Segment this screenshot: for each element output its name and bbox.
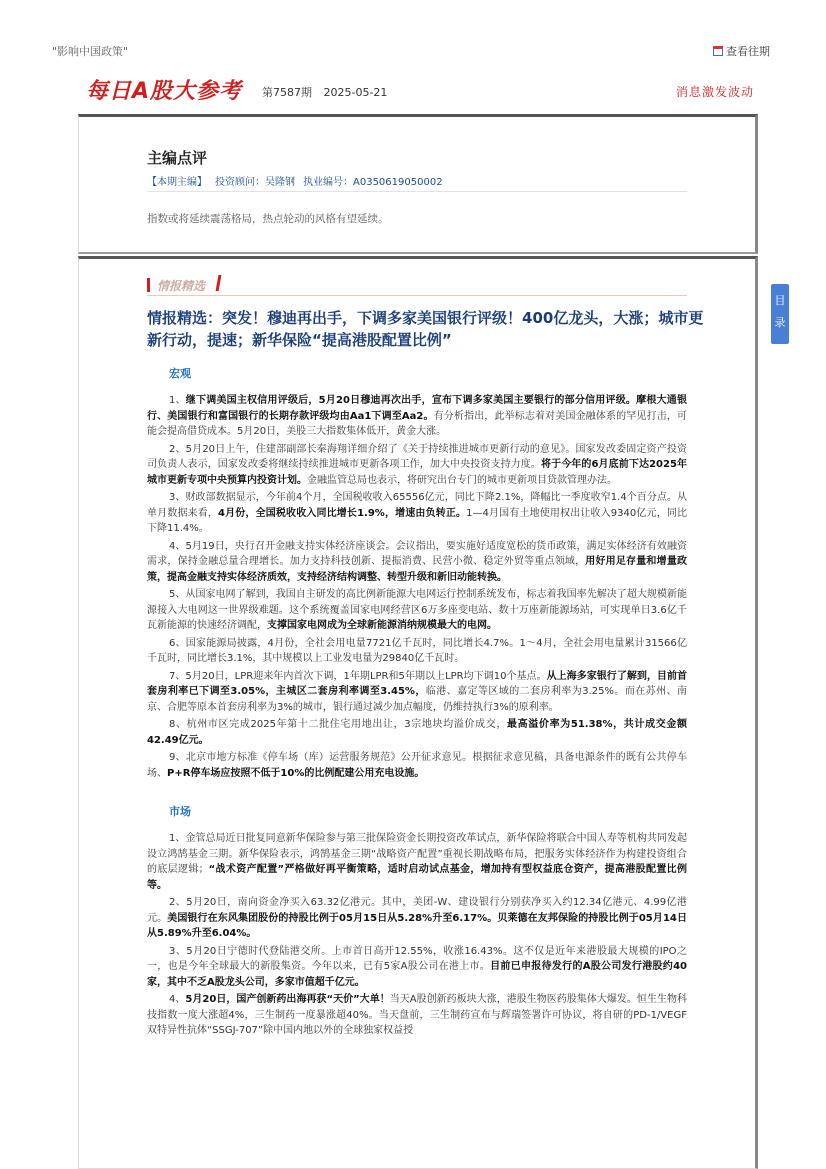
slogan: "影响中国政策" xyxy=(52,45,129,58)
bold-text: 支撑国家电网成为全球新能源消纳规模最大的电网。 xyxy=(267,620,497,631)
bold-text: 用好用足存量和增量政策，提高金融支持实体经济质效，支持经济结构调整、转型升级和新旧动能转换。 xyxy=(147,556,688,583)
section-tag xyxy=(147,275,297,295)
article-body xyxy=(147,365,687,1041)
paragraph xyxy=(147,669,687,716)
text: 3、财政部数据显示，今年前4个月，全国税收收入65556亿元，同比下降2.1%，降幅比一季度收窄1.4个百分点。从单月数据来看， xyxy=(147,492,687,519)
section-tag-slash xyxy=(216,275,222,291)
text: 5、从国家电网了解到，我国自主研发的高比例新能源大电网运行控制系统发布，标志着我国率先解决了超大规模新能源接入大电网这一世界级难题。这个系统覆盖国家电网经营区6万多座变电站、数十万座新能源场站，可实现单日3.6亿千瓦新能源的快速经济调配， xyxy=(147,589,687,631)
paragraph xyxy=(147,442,687,489)
paragraph xyxy=(147,587,687,634)
bold-text: 目前已申报待发行的A股公司发行港股约40家，其中不乏A股龙头公司，多家市值超千亿元。 xyxy=(147,961,688,988)
divider xyxy=(147,191,687,192)
issue-info xyxy=(262,84,395,100)
text: 7、5月20日，LPR迎来年内首次下调，1年期LPR和5年期以上LPR均下调10个基点。 xyxy=(169,670,547,682)
editor-tag: 【本期主编】 xyxy=(147,177,207,188)
text: 1、金管总局近日批复同意新华保险参与第三批保险资金长期投资改革试点，新华保险将联合中国人寿等机构共同发起设立鸿鹄基金三期。新华保险表示，鸿鹄基金三期“战略资产配置”重视长期战略布局，把服务实体经济作为构建投资组合的底层逻辑； xyxy=(147,833,687,875)
license-number: 执业编号：A0350619050002 xyxy=(303,177,443,188)
bold-text: 5月20日，国产创新药出海再获“天价”大单！ xyxy=(185,994,390,1005)
section-tag-line xyxy=(147,295,687,296)
bold-text: 从上海多家银行了解到，目前首套房利率已下调至3.05%，主城区二套房利率调至3.45%， xyxy=(147,670,687,697)
editor-summary: 指数或将延续震荡格局，热点轮动的风格有望延续。 xyxy=(147,213,389,225)
calendar-icon xyxy=(713,46,723,56)
archive-label: 查看往期 xyxy=(726,45,770,58)
text: 3、5月20日宁德时代登陆港交所。上市首日高开12.55%，收涨16.43%。这不仅是近年来港股最大规模的IPO之一，也是今年全球最大的新股集资。今年以来，已有5家A股公司在港上市。 xyxy=(147,945,687,972)
paragraph xyxy=(147,944,687,991)
paragraph xyxy=(147,895,687,942)
toc-label: 目录 xyxy=(774,294,786,329)
editor-comment-card xyxy=(78,114,758,254)
bold-text: 4月份，全国税收收入同比增长1.9%，增速由负转正。 xyxy=(218,507,467,519)
macro-list xyxy=(147,393,687,781)
text: 4、5月19日，央行召开金融支持实体经济座谈会。会议指出，要实施好适度宽松的货币政策，满足实体经济有效融资需求，保持金融总量合理增长。加力支持科技创新、提振消费、民营小微、稳定外贸等重点领域， xyxy=(147,540,687,567)
article-headline: 情报精选：突发！穆迪再出手，下调多家美国银行评级！400亿龙头，大涨；城市更新行动，提速；新华保险“提高港股配置比例” xyxy=(147,309,704,349)
text: 当天A股创新药板块大涨，港股生物医药股集体大爆发。恒生生物科技指数一度大涨超4%，三生制药一度暴涨超40%。当天盘前，三生制药宣布与辉瑞签署许可协议，将自研的PD-1/VEGF双特异性抗体“SSGJ-707”除中国内地以外的全球独家权益授 xyxy=(147,994,687,1036)
text: 1—4月国有土地使用权出让收入9340亿元，同比下降11.4%。 xyxy=(147,507,687,534)
bold-text: P+R停车场应按照不低于10%的比例配建公用充电设施。 xyxy=(167,767,425,779)
text: 8、杭州市区完成2025年第十二批住宅用地出让，3宗地块均溢价成交， xyxy=(169,719,508,730)
paragraph xyxy=(147,636,687,667)
bold-text: 将于今年的6月底前下达2025年城市更新专项中央预算内投资计划。 xyxy=(147,459,687,486)
text: 4、 xyxy=(169,994,186,1005)
bold-text: 最高溢价率为51.38%，共计成交金额42.49亿元。 xyxy=(147,719,687,746)
bold-text: “战术资产配置”严格做好再平衡策略，适时启动试点基金，增加持有型权益底仓资产，提高港股配置比例等。 xyxy=(147,864,687,891)
macro-subheading: 宏观 xyxy=(169,367,191,380)
text: 6、国家能源局披露，4月份，全社会用电量7721亿千瓦时，同比增长4.7%。1～4月，全社会用电量累计31566亿千瓦时，同比增长3.1%，其中规模以上工业发电量为29840亿千瓦时。 xyxy=(147,637,687,664)
logo: 每日A股大参考 xyxy=(86,79,243,104)
editor-comment-title: 主编点评 xyxy=(147,149,208,167)
paragraph xyxy=(147,831,687,893)
market-subheading: 市场 xyxy=(169,805,191,818)
text: 1、 xyxy=(169,395,186,406)
editor-meta xyxy=(147,173,451,188)
text: 临港、嘉定等区域的二套房利率为3.25%。而在苏州、南京、合肥等原本首套房利率为3%的城市，银行通过减少加点幅度，仍维持执行3%的原利率。 xyxy=(147,686,687,713)
paragraph xyxy=(147,490,687,537)
text: 2、5月20日，南向资金净买入63.32亿港元。其中，美团-W、建设银行分别获净买入约12.34亿港元、4.99亿港元。 xyxy=(147,897,687,924)
paragraph xyxy=(147,750,687,781)
market-list xyxy=(147,831,687,1039)
text: 有分析指出，此举标志着对美国金融体系的罕见打击，可能会提高借贷成本。5月20日，美股三大指数集体低开，黄金大涨。 xyxy=(147,410,688,437)
bold-text: 继下调美国主权信用评级后，5月20日穆迪再次出手，宣布下调多家美国主要银行的部分信用评级。摩根大通银行、美国银行和富国银行的长期存款评级均由Aa1下调至Aa2。 xyxy=(147,395,687,422)
paragraph xyxy=(147,393,687,440)
advisor: 投资顾问：吴隆钢 xyxy=(215,177,295,188)
text: 9、北京市地方标准《停车场（库）运营服务规范》公开征求意见。根据征求意见稿，具备电源条件的既有公共停车场、 xyxy=(147,752,687,779)
intel-card xyxy=(78,256,758,1169)
section-tag-label: 情报精选 xyxy=(157,279,206,293)
view-archive-link[interactable] xyxy=(713,43,770,59)
tagline: 消息激发波动 xyxy=(675,85,754,99)
bold-text: 美国银行在东风集团股份的持股比例于05月15日从5.28%升至6.17%。贝莱德在友邦保险的持股比例于05月14日从5.89%升至6.04%。 xyxy=(147,912,687,939)
masthead xyxy=(78,72,758,114)
issue-date: 2025-05-21 xyxy=(323,86,388,99)
top-bar xyxy=(0,0,826,70)
paragraph xyxy=(147,539,687,586)
paragraph xyxy=(147,717,687,748)
toc-button[interactable] xyxy=(771,284,789,344)
text: 金融监管总局也表示，将研究出台专门的城市更新项目贷款管理办法。 xyxy=(307,474,617,486)
section-tag-bar xyxy=(147,278,150,292)
issue-number: 第7587期 xyxy=(262,86,312,99)
paragraph xyxy=(147,992,687,1039)
text: 2、5月20日上午，住建部副部长秦海翔详细介绍了《关于持续推进城市更新行动的意见》。国家发改委固定资产投资司负责人表示，国家发改委将继续持续推进城市更新各项工作，加大中央投资支持力度。 xyxy=(147,443,687,470)
